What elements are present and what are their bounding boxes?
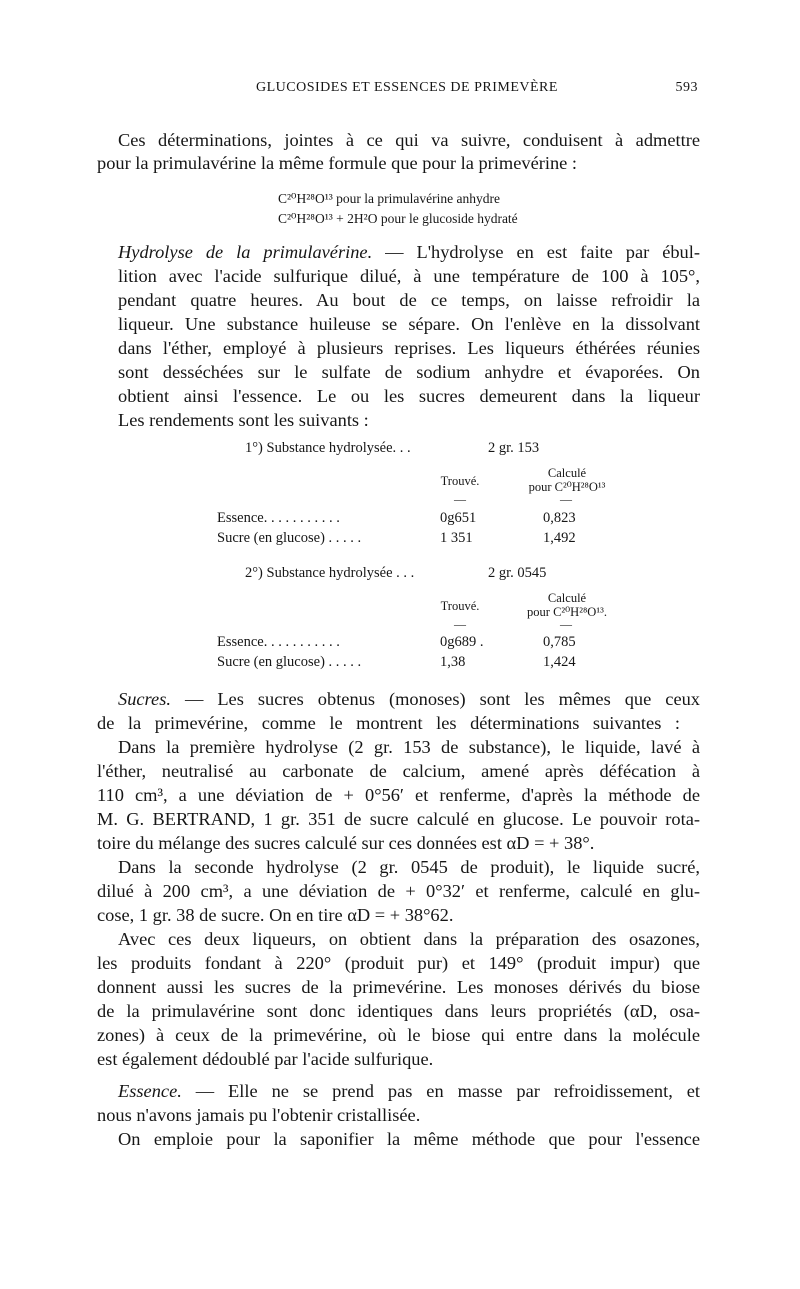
table1-col-found: Trouvé. — [440, 474, 480, 488]
sucres-line-9: dilué à 200 cm³, a une déviation de + 0°32′ et renferme, calculé en glu- — [97, 881, 700, 901]
table2-col-calc-1: Calculé — [547, 591, 587, 605]
table2-title: 2°) Substance hydrolysée . . . — [245, 565, 415, 581]
hydrolyse-line-1 — [118, 240, 700, 264]
sucres-line-8: Dans la seconde hydrolyse (2 gr. 0545 de produit), le liquide sucré, — [118, 857, 700, 877]
hydrolyse-line-4: liqueur. Une substance huileuse se sépare. On l'enlève en la dissolvant — [118, 314, 700, 334]
table2-dash-calc: — — [560, 617, 572, 631]
table1-dash-found: — — [454, 492, 466, 506]
table2-row2-label: Sucre (en glucose) . . . . . — [217, 654, 362, 670]
essence-line-2: nous n'avons jamais pu l'obtenir cristallisée. — [97, 1105, 421, 1125]
table1-row2-found: 1 351 — [440, 530, 473, 546]
table2-col-found: Trouvé. — [440, 599, 480, 613]
hydrolyse-line-8: Les rendements sont les suivants : — [118, 410, 369, 430]
hydrolyse-line-3: pendant quatre heures. Au bout de ce temps, on laisse refroidir la — [118, 290, 700, 310]
formula-hydrate: C²⁰H²⁸O¹³ + 2H²O pour le glucoside hydraté — [278, 211, 518, 226]
table1-amount: 2 gr. 153 — [488, 440, 540, 456]
table2-row2-calc: 1,424 — [543, 654, 576, 670]
table1-dash-calc: — — [560, 492, 572, 506]
page-number: 593 — [675, 80, 698, 95]
sucres-line-15: zones) à ceux de la primevérine, où le biose qui entre dans la molécule — [97, 1025, 700, 1045]
sucres-line-16: est également dédoublé par l'acide sulfurique. — [97, 1049, 434, 1069]
sucres-line-5: 110 cm³, a une déviation de + 0°56′ et renferme, d'après la méthode de — [97, 785, 700, 805]
table1-title: 1°) Substance hydrolysée. . . — [245, 440, 411, 456]
table1-col-calc-1: Calculé — [547, 466, 587, 480]
table1-row1-calc: 0,823 — [543, 510, 576, 526]
sucres-line-11: Avec ces deux liqueurs, on obtient dans la préparation des osazones, — [118, 929, 700, 949]
essence-line-1 — [118, 1079, 700, 1103]
table2-row1-label: Essence. . . . . . . . . . . — [217, 634, 340, 650]
table2-col-calc-2: pour C²⁰H²⁸O¹³. — [527, 605, 607, 619]
intro-line-2: pour la primulavérine la même formule que pour la primevérine : — [97, 153, 578, 173]
hydrolyse-line-7: obtient ainsi l'essence. Le ou les sucres demeurent dans la liqueur — [118, 386, 700, 406]
essence-text-1: — Elle ne se prend pas en masse par refroidissement, et — [181, 1081, 700, 1101]
sucres-line-3: Dans la première hydrolyse (2 gr. 153 de substance), le liquide, lavé à — [118, 737, 700, 757]
table1-row2-label: Sucre (en glucose) . . . . . — [217, 530, 362, 546]
hydrolyse-text-1: — L'hydrolyse en est faite par ébul- — [372, 242, 700, 262]
sucres-line-2: de la primevérine, comme le montrent les déterminations suivantes : — [97, 713, 680, 733]
formula-anhydre: C²⁰H²⁸O¹³ pour la primulavérine anhydre — [278, 191, 500, 206]
sucres-line-12: les produits fondant à 220° (produit pur) et 149° (produit impur) que — [97, 953, 700, 973]
essence-heading: Essence. — [118, 1081, 182, 1101]
essence-line-3: On emploie pour la saponifier la même méthode que pour l'essence — [118, 1129, 700, 1149]
sucres-line-6: M. G. BERTRAND, 1 gr. 351 de sucre calculé en glucose. Le pouvoir rota- — [97, 809, 700, 829]
sucres-line-10: cose, 1 gr. 38 de sucre. On en tire αD = + 38°62. — [97, 905, 454, 925]
sucres-line-4: l'éther, neutralisé au carbonate de calcium, amené après défécation à — [97, 761, 700, 781]
sucres-line-13: donnent aussi les sucres de la primevérine. Les monoses dérivés du biose — [97, 977, 700, 997]
table1-row1-found: 0g651 — [440, 510, 477, 526]
table2-row2-found: 1,38 — [440, 654, 466, 670]
sucres-text-1: — Les sucres obtenus (monoses) sont les mêmes que ceux — [170, 689, 700, 709]
running-title: GLUCOSIDES ET ESSENCES DE PRIMEVÈRE — [256, 80, 558, 95]
hydrolyse-heading: Hydrolyse de la primulavérine. — [118, 242, 373, 262]
table1-col-calc-2: pour C²⁰H²⁸O¹³ — [528, 480, 606, 494]
running-header — [118, 80, 698, 106]
table1-row2-calc: 1,492 — [543, 530, 576, 546]
sucres-line-14: de la primulavérine sont donc identiques dans leurs propriétés (αD, osa- — [97, 1001, 700, 1021]
hydrolyse-line-5: dans l'éther, employé à plusieurs reprises. Les liqueurs éthérées réunies — [118, 338, 700, 358]
hydrolyse-line-6: sont desséchées sur le sulfate de sodium anhydre et évaporées. On — [118, 362, 700, 382]
table2-dash-found: — — [454, 617, 466, 631]
sucres-line-1 — [118, 687, 700, 711]
table2-row1-found: 0g689 . — [440, 634, 484, 650]
table2-row1-calc: 0,785 — [543, 634, 576, 650]
intro-line-1: Ces déterminations, jointes à ce qui va suivre, conduisent à admettre — [118, 130, 700, 150]
table1-row1-label: Essence. . . . . . . . . . . — [217, 510, 340, 526]
sucres-line-7: toire du mélange des sucres calculé sur ces données est αD = + 38°. — [97, 833, 595, 853]
hydrolyse-line-2: lition avec l'acide sulfurique dilué, à une température de 100 à 105°, — [118, 266, 700, 286]
sucres-heading: Sucres. — [118, 689, 171, 709]
table2-amount: 2 gr. 0545 — [488, 565, 547, 581]
